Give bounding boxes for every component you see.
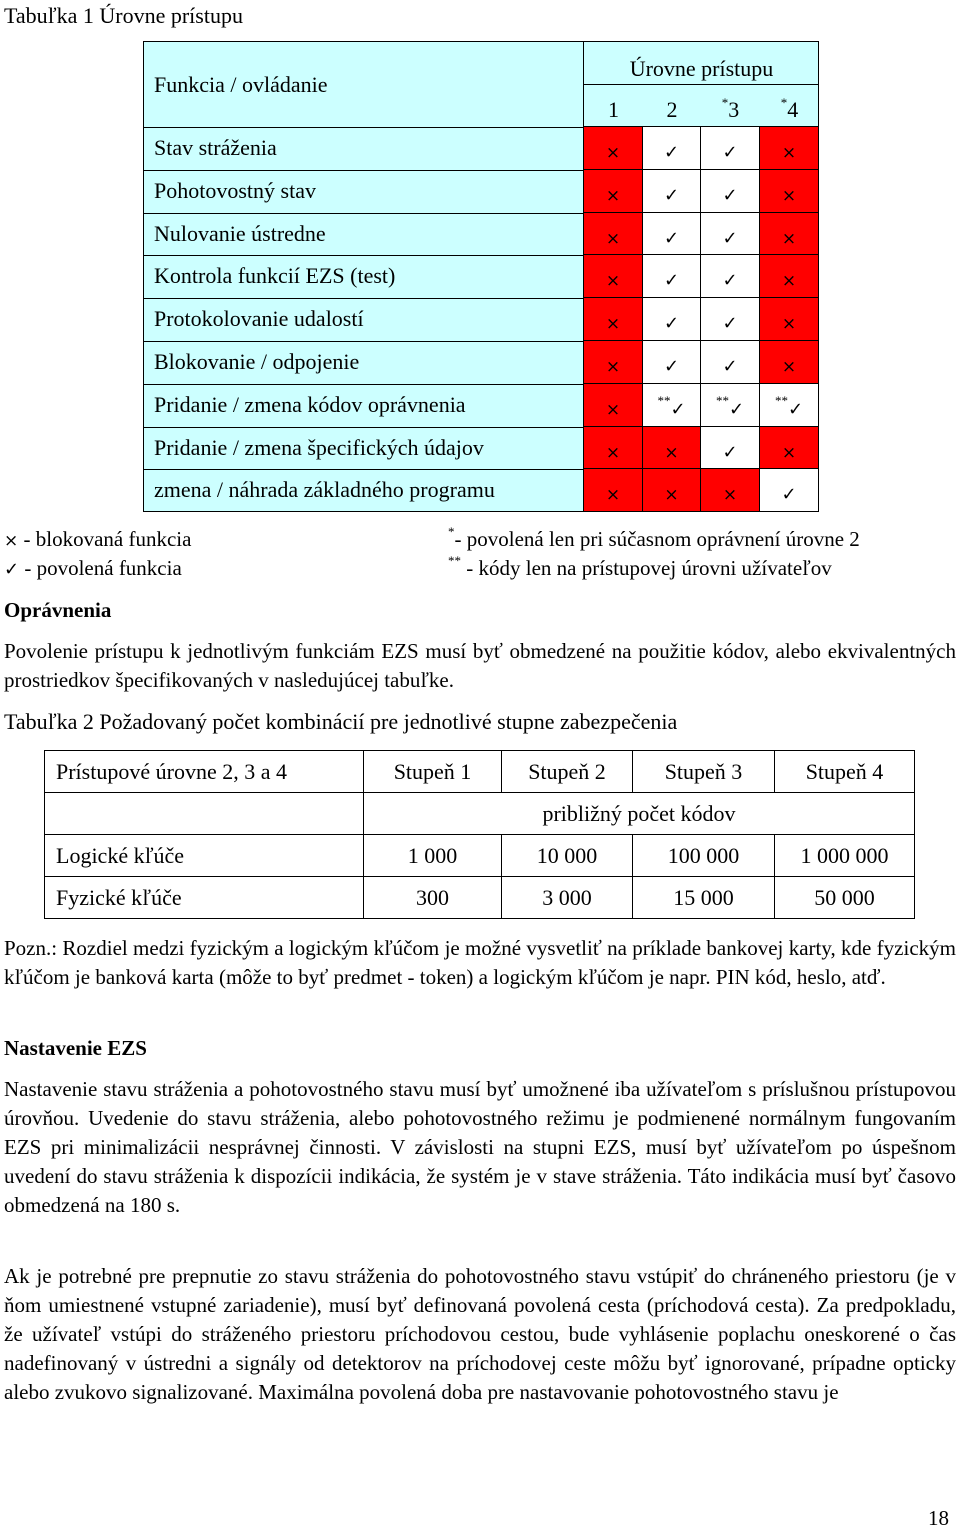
cross-icon: × xyxy=(781,271,797,291)
checkmark-icon: ✓ xyxy=(663,185,680,206)
access-cell: **✓ xyxy=(643,384,701,427)
cross-icon: × xyxy=(722,485,738,505)
access-cell xyxy=(701,341,760,384)
cross-icon: × xyxy=(605,143,621,163)
table-cell: 3 000 xyxy=(502,877,633,919)
access-cell xyxy=(643,170,701,213)
row-divider xyxy=(143,298,584,299)
header-cell: Stupeň 4 xyxy=(775,751,915,793)
access-cell xyxy=(760,255,819,298)
header-cell: Stupeň 3 xyxy=(633,751,775,793)
table1-caption: Tabuľka 1 Úrovne prístupu xyxy=(4,3,243,28)
header-cell: Stupeň 1 xyxy=(364,751,502,793)
row-divider xyxy=(143,427,584,428)
access-cell: **✓ xyxy=(760,384,819,427)
cross-icon: × xyxy=(664,485,679,505)
function-label: Pridanie / zmena kódov oprávnenia xyxy=(154,392,466,417)
function-label: Nulovanie ústredne xyxy=(154,221,326,246)
legend-blocked xyxy=(4,527,191,553)
function-header: Funkcia / ovládanie xyxy=(154,72,328,97)
subheader-cell: približný počet kódov xyxy=(364,793,915,835)
row-divider xyxy=(143,213,584,214)
table2-caption: Tabuľka 2 Požadovaný počet kombinácií pre jednotlivé stupne zabezpečenia xyxy=(4,709,678,734)
legend-allowed xyxy=(4,556,182,582)
cross-icon: × xyxy=(605,186,621,206)
access-cell xyxy=(643,213,701,255)
row-divider xyxy=(143,255,584,256)
access-cell xyxy=(584,127,643,170)
table-cell: Logické kľúče xyxy=(45,835,364,877)
table-cell: 100 000 xyxy=(633,835,775,877)
function-label: Pridanie / zmena špecifických údajov xyxy=(154,435,484,460)
cross-icon: × xyxy=(781,443,797,463)
table-cell: 1 000 000 xyxy=(775,835,915,877)
header-cell: Stupeň 2 xyxy=(502,751,633,793)
access-cell xyxy=(584,298,643,341)
cross-icon: × xyxy=(4,531,19,551)
double-asterisk-mark: ** xyxy=(448,553,461,568)
table-row xyxy=(45,793,915,835)
cross-icon: × xyxy=(605,400,621,420)
access-cell xyxy=(760,427,819,469)
checkmark-icon: ✓ xyxy=(787,399,804,420)
legend-star1 xyxy=(448,524,860,554)
access-cell xyxy=(584,255,643,298)
access-cell xyxy=(701,469,760,512)
table-cell: Fyzické kľúče xyxy=(45,877,364,919)
note-text: : Rozdiel medzi fyzickým a logickým kľúčom je možné vysvetliť na príklade bankovej karty, kde fyzickým kľúčom je banková karta (môže to byť predmet - token) a logickým kľúčom je napr. PIN kód, heslo, atď. xyxy=(4,936,956,989)
access-cell xyxy=(760,341,819,384)
access-cell: **✓ xyxy=(701,384,760,427)
paragraph-nastavenie-1: Nastavenie stavu stráženia a pohotovostného stavu musí byť umožnené iba užívateľom s príslušnou prístupovou úrovňou. Uvedenie do stavu stráženia, alebo pohotovostného režimu je podmienené normálnym fungovaním EZS pri minimalizácii nesprávnej činnosti. V závislosti na stupni EZS, musí byť užívateľom po úspešnom uvedení do stavu stráženia k dispozícii indikácia, že systém je v stave stráženia. Táto indikácia musí byť časovo obmedzená na 180 s. xyxy=(4,1077,956,1217)
cross-icon: × xyxy=(781,357,797,377)
row-divider xyxy=(143,170,584,171)
row-divider xyxy=(143,384,584,385)
checkmark-icon: ✓ xyxy=(722,228,738,249)
level-number-3: *3 xyxy=(721,95,740,122)
checkmark-icon: ✓ xyxy=(663,270,680,291)
table-row xyxy=(45,877,915,919)
cross-icon: × xyxy=(781,314,797,334)
checkmark-icon: ✓ xyxy=(663,313,680,334)
access-cell xyxy=(701,298,760,341)
checkmark-icon: ✓ xyxy=(722,442,738,463)
access-cell xyxy=(584,469,643,512)
access-cell xyxy=(643,341,701,384)
paragraph-nastavenie-2: Ak je potrebné pre prepnutie zo stavu stráženia do pohotovostného stavu vstúpiť do chráneného priestoru (je v ňom umiestnené vstupné zariadenie), musí byť definovaná povolená cesta (príchodová cesta). Za predpokladu, že užívateľ vstúpi do stráženého priestoru príchodovou cestou, bude vyhlásenie poplachu oneskorené o čas nadefinovaný v ústredni a signály od detektorov na príchodovej ceste môžu byť ignorované, prípadne opticky alebo zvukovo signalizované. Maximálna povolená doba pre nastavovanie pohotovostného stavu je xyxy=(4,1264,956,1404)
cross-icon: × xyxy=(781,143,797,163)
function-label: Pohotovostný stav xyxy=(154,178,316,203)
asterisk-mark: * xyxy=(448,524,455,539)
checkmark-icon: ✓ xyxy=(722,313,738,334)
heading-opravnenia: Oprávnenia xyxy=(4,598,112,622)
note-paragraph xyxy=(4,934,956,992)
access-levels-table xyxy=(143,41,819,512)
table-row xyxy=(45,835,915,877)
cross-icon: × xyxy=(605,314,621,334)
table-cell: 300 xyxy=(364,877,502,919)
cross-icon: × xyxy=(605,443,621,463)
empty-cell xyxy=(45,793,364,835)
access-cell xyxy=(760,469,819,512)
checkmark-icon: ✓ xyxy=(663,356,680,377)
access-cell xyxy=(584,384,643,427)
cross-icon: × xyxy=(664,443,679,463)
access-cell xyxy=(701,427,760,469)
row-divider xyxy=(143,127,584,128)
cross-icon: × xyxy=(781,186,797,206)
access-cell xyxy=(701,213,760,255)
level-number-4: *4 xyxy=(780,95,799,122)
table-cell: 50 000 xyxy=(775,877,915,919)
legend-allowed-text: - povolená funkcia xyxy=(19,556,182,580)
levels-header: Úrovne prístupu xyxy=(629,56,774,81)
table-row xyxy=(45,751,915,793)
cross-icon: × xyxy=(605,229,621,249)
page-number: 18 xyxy=(928,1506,949,1530)
function-label: Protokolovanie udalostí xyxy=(154,306,364,331)
checkmark-icon: ✓ xyxy=(663,228,680,249)
access-cell xyxy=(760,298,819,341)
header-cell: Prístupové úrovne 2, 3 a 4 xyxy=(45,751,364,793)
legend-blocked-text: - blokovaná funkcia xyxy=(18,527,192,551)
access-cell xyxy=(701,127,760,170)
level-number-2: 2 xyxy=(666,97,678,122)
access-cell xyxy=(643,127,701,170)
row-divider xyxy=(143,341,584,342)
table-cell: 15 000 xyxy=(633,877,775,919)
legend-star1-text: - povolená len pri súčasnom oprávnení úrovne 2 xyxy=(454,527,860,551)
access-cell xyxy=(643,427,701,469)
checkmark-icon: ✓ xyxy=(722,142,738,163)
cross-icon: × xyxy=(605,271,621,291)
access-cell xyxy=(701,255,760,298)
access-cell xyxy=(584,341,643,384)
checkmark-icon: ✓ xyxy=(722,356,738,377)
access-cell xyxy=(701,170,760,213)
function-label: Kontrola funkcií EZS (test) xyxy=(154,263,396,288)
access-cell xyxy=(584,170,643,213)
access-cell xyxy=(760,213,819,255)
checkmark-icon: ✓ xyxy=(663,142,680,163)
levels-header-divider xyxy=(584,84,819,85)
access-cell xyxy=(760,170,819,213)
cross-icon: × xyxy=(605,357,621,377)
heading-nastavenie: Nastavenie EZS xyxy=(4,1036,147,1060)
function-label: zmena / náhrada základného programu xyxy=(154,477,495,502)
function-label: Stav stráženia xyxy=(154,135,277,160)
access-cell xyxy=(584,213,643,255)
note-prefix: Pozn. xyxy=(4,936,52,960)
cross-icon: × xyxy=(781,229,797,249)
cross-icon: × xyxy=(605,485,621,505)
checkmark-icon: ✓ xyxy=(728,399,745,420)
paragraph-opravnenia: Povolenie prístupu k jednotlivým funkciám EZS musí byť obmedzené na použitie kódov, alebo ekvivalentných prostriedkov špecifikovaných v nasledujúcej tabuľke. xyxy=(4,639,956,692)
row-divider xyxy=(143,469,584,470)
checkmark-icon: ✓ xyxy=(722,270,738,291)
combinations-table xyxy=(44,750,915,919)
access-cell xyxy=(643,255,701,298)
table-cell: 1 000 xyxy=(364,835,502,877)
checkmark-icon: ✓ xyxy=(4,559,20,580)
checkmark-icon: ✓ xyxy=(670,399,686,420)
legend-star2 xyxy=(448,553,832,583)
access-cell xyxy=(643,298,701,341)
access-cell xyxy=(584,427,643,469)
access-cell xyxy=(643,469,701,512)
legend-star2-text: - kódy len na prístupovej úrovni užívateľov xyxy=(461,556,832,580)
checkmark-icon: ✓ xyxy=(722,185,738,206)
checkmark-icon: ✓ xyxy=(781,484,797,505)
function-label: Blokovanie / odpojenie xyxy=(154,349,360,374)
table-cell: 10 000 xyxy=(502,835,633,877)
access-cell xyxy=(760,127,819,170)
level-number-1: 1 xyxy=(608,97,619,122)
